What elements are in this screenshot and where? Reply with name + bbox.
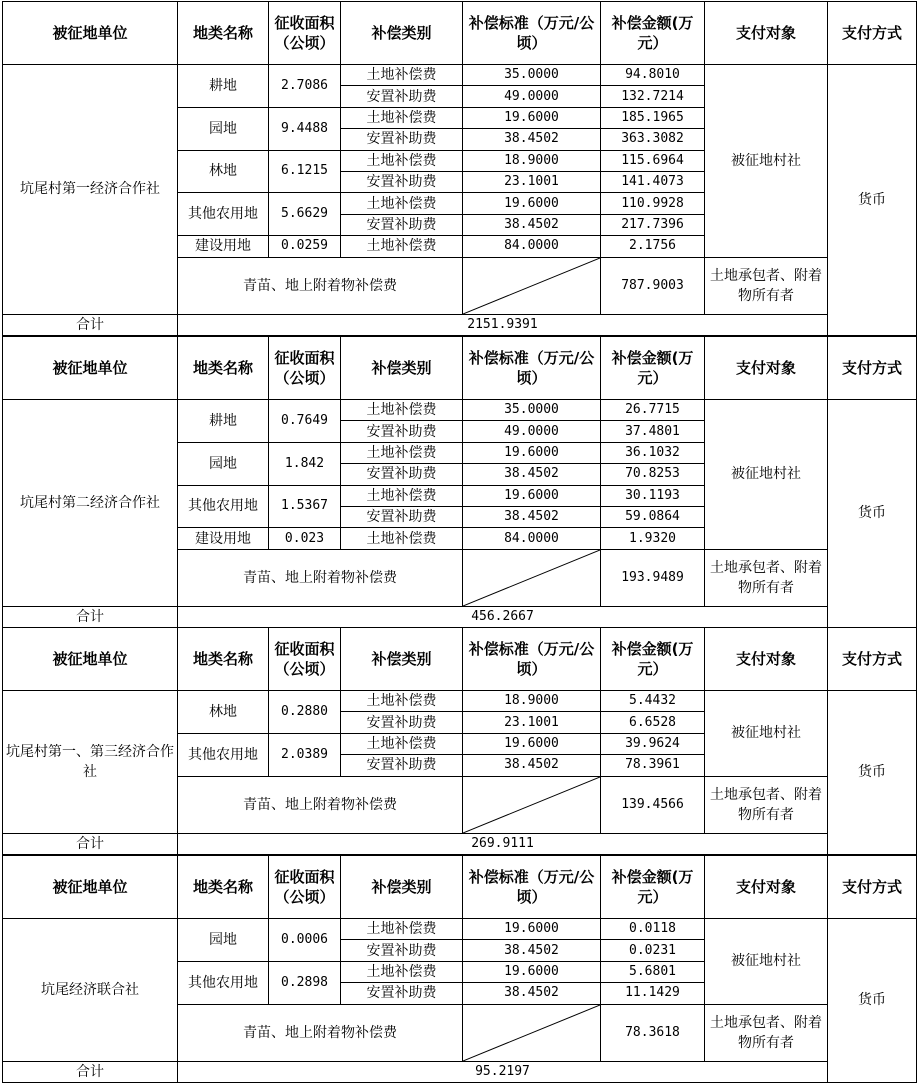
standard-cell: 18.9000	[462, 150, 601, 172]
compensation-category: 土地补偿费	[340, 150, 463, 172]
standard-cell: 35.0000	[462, 64, 601, 86]
area-cell: 6.1215	[268, 150, 341, 194]
standard-cell: 38.4502	[462, 982, 601, 1004]
standard-cell: 19.6000	[462, 918, 601, 940]
amount-cell: 6.6528	[600, 711, 705, 733]
diagonal-slash-cell	[462, 1004, 601, 1062]
crops-amount-cell: 78.3618	[600, 1004, 705, 1062]
land-type-cell: 园地	[177, 918, 269, 962]
compensation-category: 安置补助费	[340, 85, 463, 107]
header-amount: 补偿金额(万元）	[600, 336, 705, 400]
payee-village: 被征地村社	[704, 918, 828, 1005]
amount-cell: 2.1756	[600, 235, 705, 257]
payment-method: 货币	[827, 399, 917, 628]
payee-contractor: 土地承包者、附着物所有者	[704, 776, 828, 834]
compensation-category: 安置补助费	[340, 463, 463, 485]
amount-cell: 59.0864	[600, 506, 705, 528]
standard-cell: 19.6000	[462, 485, 601, 507]
amount-cell: 1.9320	[600, 527, 705, 549]
standard-cell: 18.9000	[462, 690, 601, 712]
payment-method: 货币	[827, 690, 917, 855]
header-method: 支付方式	[827, 855, 917, 919]
standard-cell: 23.1001	[462, 711, 601, 733]
crops-amount-cell: 787.9003	[600, 257, 705, 315]
compensation-category: 安置补助费	[340, 939, 463, 961]
header-area: 征收面积（公顷）	[268, 627, 341, 691]
land-type-cell: 其他农用地	[177, 961, 269, 1005]
amount-cell: 5.4432	[600, 690, 705, 712]
amount-cell: 11.1429	[600, 982, 705, 1004]
compensation-category: 土地补偿费	[340, 918, 463, 940]
standard-cell: 38.4502	[462, 506, 601, 528]
total-amount: 95.2197	[177, 1061, 828, 1083]
header-payee: 支付对象	[704, 1, 828, 65]
header-land-type: 地类名称	[177, 855, 269, 919]
area-cell: 2.0389	[268, 733, 341, 777]
standard-cell: 49.0000	[462, 85, 601, 107]
standard-cell: 38.4502	[462, 214, 601, 236]
compensation-category: 安置补助费	[340, 128, 463, 150]
payment-method: 货币	[827, 918, 917, 1083]
total-label: 合计	[2, 833, 178, 855]
expropriated-unit: 坑尾村第二经济合作社	[2, 399, 178, 607]
compensation-category: 土地补偿费	[340, 442, 463, 464]
standard-cell: 19.6000	[462, 961, 601, 983]
header-amount: 补偿金额(万元）	[600, 627, 705, 691]
total-label: 合计	[2, 1061, 178, 1083]
compensation-category: 安置补助费	[340, 214, 463, 236]
land-type-cell: 耕地	[177, 64, 269, 108]
diagonal-slash-cell	[462, 776, 601, 834]
compensation-category: 土地补偿费	[340, 235, 463, 257]
header-land-type: 地类名称	[177, 1, 269, 65]
total-label: 合计	[2, 606, 178, 628]
header-land-type: 地类名称	[177, 336, 269, 400]
area-cell: 0.0259	[268, 235, 341, 257]
payee-contractor: 土地承包者、附着物所有者	[704, 257, 828, 315]
standard-cell: 19.6000	[462, 192, 601, 214]
compensation-category: 土地补偿费	[340, 690, 463, 712]
payment-method: 货币	[827, 64, 917, 336]
expropriated-unit: 坑尾村第一、第三经济合作社	[2, 690, 178, 834]
amount-cell: 78.3961	[600, 754, 705, 776]
crops-fee-label: 青苗、地上附着物补偿费	[177, 549, 463, 607]
compensation-category: 安置补助费	[340, 711, 463, 733]
standard-cell: 84.0000	[462, 527, 601, 549]
diagonal-line	[463, 258, 600, 314]
amount-cell: 37.4801	[600, 420, 705, 442]
area-cell: 1.842	[268, 442, 341, 486]
amount-cell: 30.1193	[600, 485, 705, 507]
diagonal-line	[463, 777, 600, 833]
amount-cell: 94.8010	[600, 64, 705, 86]
header-area: 征收面积（公顷）	[268, 1, 341, 65]
standard-cell: 35.0000	[462, 399, 601, 421]
amount-cell: 70.8253	[600, 463, 705, 485]
standard-cell: 19.6000	[462, 733, 601, 755]
payee-village: 被征地村社	[704, 64, 828, 258]
header-payee: 支付对象	[704, 336, 828, 400]
amount-cell: 26.7715	[600, 399, 705, 421]
land-type-cell: 耕地	[177, 399, 269, 443]
amount-cell: 0.0231	[600, 939, 705, 961]
diagonal-line	[463, 1005, 600, 1061]
compensation-category: 土地补偿费	[340, 64, 463, 86]
land-type-cell: 建设用地	[177, 527, 269, 549]
amount-cell: 0.0118	[600, 918, 705, 940]
header-standard: 补偿标准（万元/公顷）	[462, 855, 601, 919]
standard-cell: 38.4502	[462, 463, 601, 485]
header-method: 支付方式	[827, 336, 917, 400]
area-cell: 0.2880	[268, 690, 341, 734]
area-cell: 0.023	[268, 527, 341, 549]
compensation-category: 土地补偿费	[340, 399, 463, 421]
header-unit: 被征地单位	[2, 1, 178, 65]
compensation-category: 安置补助费	[340, 420, 463, 442]
standard-cell: 19.6000	[462, 107, 601, 129]
header-unit: 被征地单位	[2, 855, 178, 919]
compensation-category: 土地补偿费	[340, 733, 463, 755]
header-standard: 补偿标准（万元/公顷）	[462, 627, 601, 691]
header-comp-type: 补偿类别	[340, 855, 463, 919]
total-amount: 456.2667	[177, 606, 828, 628]
header-payee: 支付对象	[704, 855, 828, 919]
amount-cell: 217.7396	[600, 214, 705, 236]
crops-amount-cell: 193.9489	[600, 549, 705, 607]
amount-cell: 185.1965	[600, 107, 705, 129]
area-cell: 2.7086	[268, 64, 341, 108]
standard-cell: 38.4502	[462, 754, 601, 776]
compensation-category: 土地补偿费	[340, 107, 463, 129]
diagonal-slash-cell	[462, 549, 601, 607]
amount-cell: 141.4073	[600, 171, 705, 193]
header-standard: 补偿标准（万元/公顷）	[462, 336, 601, 400]
total-label: 合计	[2, 314, 178, 336]
payee-village: 被征地村社	[704, 690, 828, 777]
amount-cell: 39.9624	[600, 733, 705, 755]
land-type-cell: 园地	[177, 442, 269, 486]
area-cell: 1.5367	[268, 485, 341, 529]
area-cell: 0.2898	[268, 961, 341, 1005]
crops-fee-label: 青苗、地上附着物补偿费	[177, 776, 463, 834]
land-type-cell: 其他农用地	[177, 733, 269, 777]
area-cell: 5.6629	[268, 192, 341, 236]
header-amount: 补偿金额(万元）	[600, 1, 705, 65]
payee-village: 被征地村社	[704, 399, 828, 550]
standard-cell: 38.4502	[462, 128, 601, 150]
standard-cell: 38.4502	[462, 939, 601, 961]
header-unit: 被征地单位	[2, 336, 178, 400]
land-type-cell: 建设用地	[177, 235, 269, 257]
amount-cell: 110.9928	[600, 192, 705, 214]
header-area: 征收面积（公顷）	[268, 336, 341, 400]
compensation-category: 土地补偿费	[340, 527, 463, 549]
standard-cell: 19.6000	[462, 442, 601, 464]
payee-contractor: 土地承包者、附着物所有者	[704, 549, 828, 607]
header-unit: 被征地单位	[2, 627, 178, 691]
header-amount: 补偿金额(万元）	[600, 855, 705, 919]
header-area: 征收面积（公顷）	[268, 855, 341, 919]
expropriated-unit: 坑尾村第一经济合作社	[2, 64, 178, 315]
area-cell: 0.7649	[268, 399, 341, 443]
header-payee: 支付对象	[704, 627, 828, 691]
compensation-category: 土地补偿费	[340, 961, 463, 983]
area-cell: 0.0006	[268, 918, 341, 962]
header-method: 支付方式	[827, 1, 917, 65]
standard-cell: 23.1001	[462, 171, 601, 193]
total-amount: 2151.9391	[177, 314, 828, 336]
header-method: 支付方式	[827, 627, 917, 691]
total-amount: 269.9111	[177, 833, 828, 855]
standard-cell: 84.0000	[462, 235, 601, 257]
header-comp-type: 补偿类别	[340, 627, 463, 691]
land-type-cell: 其他农用地	[177, 485, 269, 529]
header-standard: 补偿标准（万元/公顷）	[462, 1, 601, 65]
standard-cell: 49.0000	[462, 420, 601, 442]
amount-cell: 115.6964	[600, 150, 705, 172]
compensation-category: 安置补助费	[340, 754, 463, 776]
compensation-category: 土地补偿费	[340, 192, 463, 214]
compensation-category: 安置补助费	[340, 506, 463, 528]
compensation-category: 安置补助费	[340, 171, 463, 193]
crops-fee-label: 青苗、地上附着物补偿费	[177, 1004, 463, 1062]
land-type-cell: 林地	[177, 150, 269, 194]
land-type-cell: 林地	[177, 690, 269, 734]
amount-cell: 132.7214	[600, 85, 705, 107]
expropriated-unit: 坑尾经济联合社	[2, 918, 178, 1062]
amount-cell: 5.6801	[600, 961, 705, 983]
header-comp-type: 补偿类别	[340, 336, 463, 400]
header-comp-type: 补偿类别	[340, 1, 463, 65]
amount-cell: 36.1032	[600, 442, 705, 464]
payee-contractor: 土地承包者、附着物所有者	[704, 1004, 828, 1062]
crops-amount-cell: 139.4566	[600, 776, 705, 834]
area-cell: 9.4488	[268, 107, 341, 151]
compensation-category: 土地补偿费	[340, 485, 463, 507]
header-land-type: 地类名称	[177, 627, 269, 691]
compensation-category: 安置补助费	[340, 982, 463, 1004]
land-type-cell: 其他农用地	[177, 192, 269, 236]
diagonal-slash-cell	[462, 257, 601, 315]
land-type-cell: 园地	[177, 107, 269, 151]
amount-cell: 363.3082	[600, 128, 705, 150]
crops-fee-label: 青苗、地上附着物补偿费	[177, 257, 463, 315]
diagonal-line	[463, 550, 600, 606]
